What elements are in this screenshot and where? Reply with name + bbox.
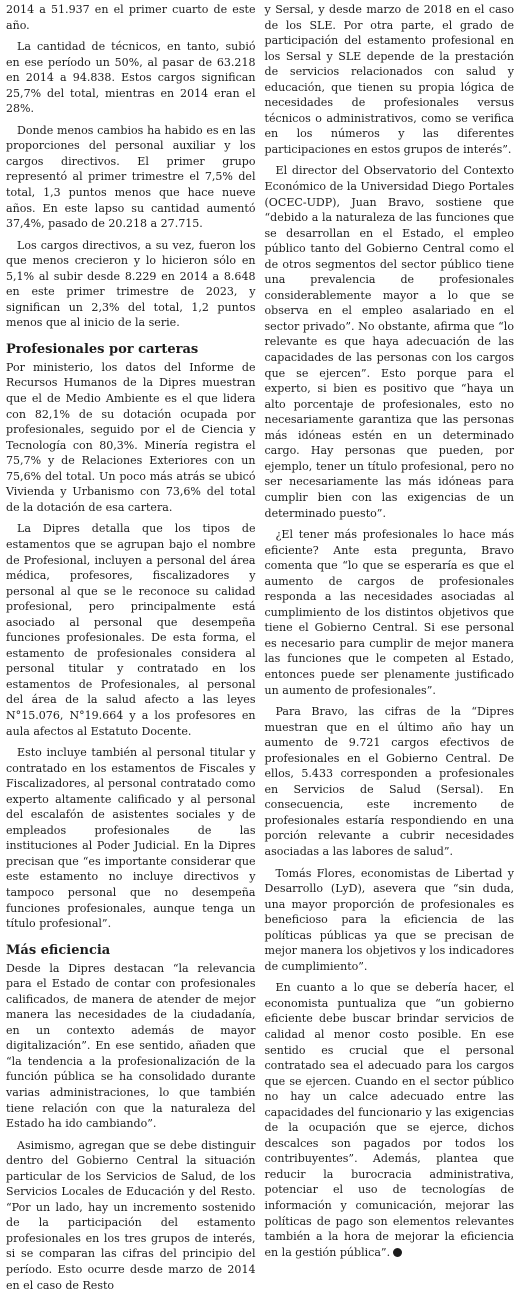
section-heading-text: Más eficiencia	[6, 942, 111, 958]
paragraph-text: y Sersal, y desde marzo de 2018 en el caso de los SLE. Por otra parte, el grado de participación del estamento profesional en los Sersal y SLE depende de la prestación de servicios relacionados con salud y educación, que tienen su propia lógica de necesidades de profesionales versus técnicos o administrativos, como se verifica en los números y las diferentes participaciones en estos grupos de interés”.	[264, 3, 514, 156]
paragraph-text: Esto incluye también al personal titular y contratado en los estamentos de Fiscales y Fiscalizadores, al personal contratado como experto altamente calificado y al personal del escalafón de asistentes sociales y de empleados profesionales de las instituciones al Poder Judicial. En la Dipres precisan que “es importante considerar que este estamento no incluye directivos y tampoco personal que no desempeña funciones profesionales, aunque tenga un título profesional”.	[6, 746, 256, 931]
article-paragraph	[6, 521, 256, 739]
article-column-right	[264, 2, 515, 1259]
article-paragraph	[6, 745, 256, 932]
paragraph-text: Los cargos directivos, a su vez, fueron los que menos crecieron y lo hicieron sólo en 5,1% al subir desde 8.229 en 2014 a 8.648 en este primer trimestre de 2023, y significan un 2,3% del total, 1,2 puntos menos que al inicio de la serie.	[6, 238, 256, 330]
paragraph-text: 2014 a 51.937 en el primer cuarto de este año.	[6, 3, 256, 32]
article-paragraph	[6, 39, 256, 117]
section-heading-text: Profesionales por carteras	[6, 341, 199, 357]
article-paragraph	[6, 238, 256, 331]
article-paragraph	[265, 527, 515, 698]
paragraph-text: Asimismo, agregan que se debe distinguir dentro del Gobierno Central la situación particular de los Servicios de Salud, de los Servicios Locales de Educación y del Resto. “Por un lado, hay un incremento sostenido de la participación del estamento profesionales en los tres grupos de interés, si se comparan las cifras del principio del período. Esto ocurre desde marzo de 2014 en el caso de Resto	[6, 1138, 256, 1292]
section-heading	[6, 342, 256, 358]
article-paragraph	[265, 163, 515, 521]
paragraph-text: La Dipres detalla que los tipos de estamentos que se agrupan bajo el nombre de Profesional, incluyen a personal del área médica, profesores, fiscalizadores y personal al que se le reconoce su calidad profesional, pero principalmente está asociado al personal que desempeña funciones profesionales. De esta forma, el estamento de profesionales considera al personal titular y contratado en los estamentos de Profesionales, al personal del área de la salud afecto a las leyes N°15.076, N°19.664 y a los profesores en aula afectos al Estatuto Docente.	[6, 522, 256, 738]
article-end-mark-icon	[393, 1248, 402, 1257]
paragraph-text: La cantidad de técnicos, en tanto, subió en ese período un 50%, al pasar de 63.218 en 2014 a 94.838. Estos cargos significan 25,7% del total, mientras en 2014 eran el 28%.	[6, 40, 256, 116]
article-paragraph	[6, 2, 256, 33]
section-heading	[6, 943, 256, 959]
article-paragraph	[6, 961, 256, 1132]
article-paragraph	[6, 1138, 256, 1293]
article-paragraph	[265, 980, 515, 1260]
paragraph-text: El director del Observatorio del Contexto Económico de la Universidad Diego Portales (OCEC-UDP), Juan Bravo, sostiene que “debido a la naturaleza de las funciones que se desarrollan en el Estado, el empleo público tanto del Gobierno Central como el de otros segmentos del sector público tiene una prevalencia de profesionales considerablemente mayor a lo que se observa en el empleo asalariado en el sector privado”. No obstante, afirma que “lo relevante es que haya adecuación de las capacidades de las personas con los cargos que se ejercen”. Esto porque para el experto, si bien es positivo que “haya un alto porcentaje de profesionales, esto no necesariamente garantiza que las personas más idóneas estén en un determinado cargo. Hay personas que pueden, por ejemplo, tener un título profesional, pero no ser necesariamente las más idóneas para cumplir bien con las exigencias de un determinado puesto”.	[264, 164, 514, 520]
paragraph-text: Tomás Flores, economistas de Libertad y Desarrollo (LyD), asevera que “sin duda, una mayor proporción de profesionales es beneficioso para la eficiencia de las políticas públicas ya que se precisan de mejor manera los objetivos y los indicadores de cumplimiento”.	[264, 866, 514, 973]
paragraph-text: Desde la Dipres destacan “la relevancia para el Estado de contar con profesionales calificados, de manera de atender de mejor manera las necesidades de la ciudadanía, en un contexto además de mayor digitalización”. En ese sentido, añaden que “la tendencia a la profesionalización de la función pública se ha consolidado durante varias administraciones, lo que también tiene relación con que la naturaleza del Estado ha ido cambiando”.	[6, 961, 256, 1131]
article-column-left	[6, 2, 256, 1292]
article-paragraph	[6, 123, 256, 232]
article-paragraph	[265, 866, 515, 975]
article-paragraph	[6, 360, 256, 515]
paragraph-text: Donde menos cambios ha habido es en las proporciones del personal auxiliar y los cargos directivos. El primer grupo representó al primer trimestre el 7,5% del total, 1,3 puntos menos que hace nueve años. En este lapso su cantidad aumentó 37,4%, pasado de 20.218 a 27.715.	[6, 123, 256, 231]
article-paragraph	[265, 704, 515, 859]
paragraph-text: ¿El tener más profesionales lo hace más eficiente? Ante esta pregunta, Bravo comenta que “lo que se esperaría es que el aumento de cargos de profesionales responda a las necesidades asociadas al cumplimiento de los distintos objetivos que tiene el Gobierno Central. Si ese personal es necesario para cumplir de mejor manera las funciones que le competen al Estado, entonces puede ser plenamente justificado un aumento de profesionales”.	[264, 528, 514, 697]
paragraph-text: Para Bravo, las cifras de la “Dipres muestran que en el último año hay un aumento de 9.721 cargos efectivos de profesionales en el Gobierno Central. De ellos, 5.433 corresponden a profesionales en Servicios de Salud (Sersal). En consecuencia, este incremento de profesionales estaría respondiendo en una porción relevante a cubrir necesidades asociadas a las labores de salud”.	[264, 705, 514, 858]
paragraph-text: Por ministerio, los datos del Informe de Recursos Humanos de la Dipres muestran que el de Medio Ambiente es el que lidera con 82,1% de su dotación ocupada por profesionales, seguido por el de Ciencia y Tecnología con 80,3%. Minería registra el 75,7% y de Relaciones Exteriores con un 75,6% del total. Un poco más atrás se ubicó Vivienda y Urbanismo con 73,6% del total de la dotación de esa cartera.	[6, 360, 256, 514]
article-paragraph	[265, 2, 515, 157]
paragraph-text: En cuanto a lo que se debería hacer, el economista puntualiza que “un gobierno eficiente debe buscar brindar servicios de calidad al menor costo posible. En ese sentido es crucial que el personal contratado sea el adecuado para los cargos que se ejercen. Cuando en el sector público no hay un calce adecuado entre las capacidades del funcionario y las exigencias de la ocupación que se ejerce, dichos descalces son pagados por todos los contribuyentes”. Además, plantea que reducir la burocracia administrativa, potenciar el uso de tecnologías de información y comunicación, mejorar las políticas de pago son elementos relevantes también a la hora de mejorar la eficiencia en la gestión pública”.	[264, 981, 514, 1259]
